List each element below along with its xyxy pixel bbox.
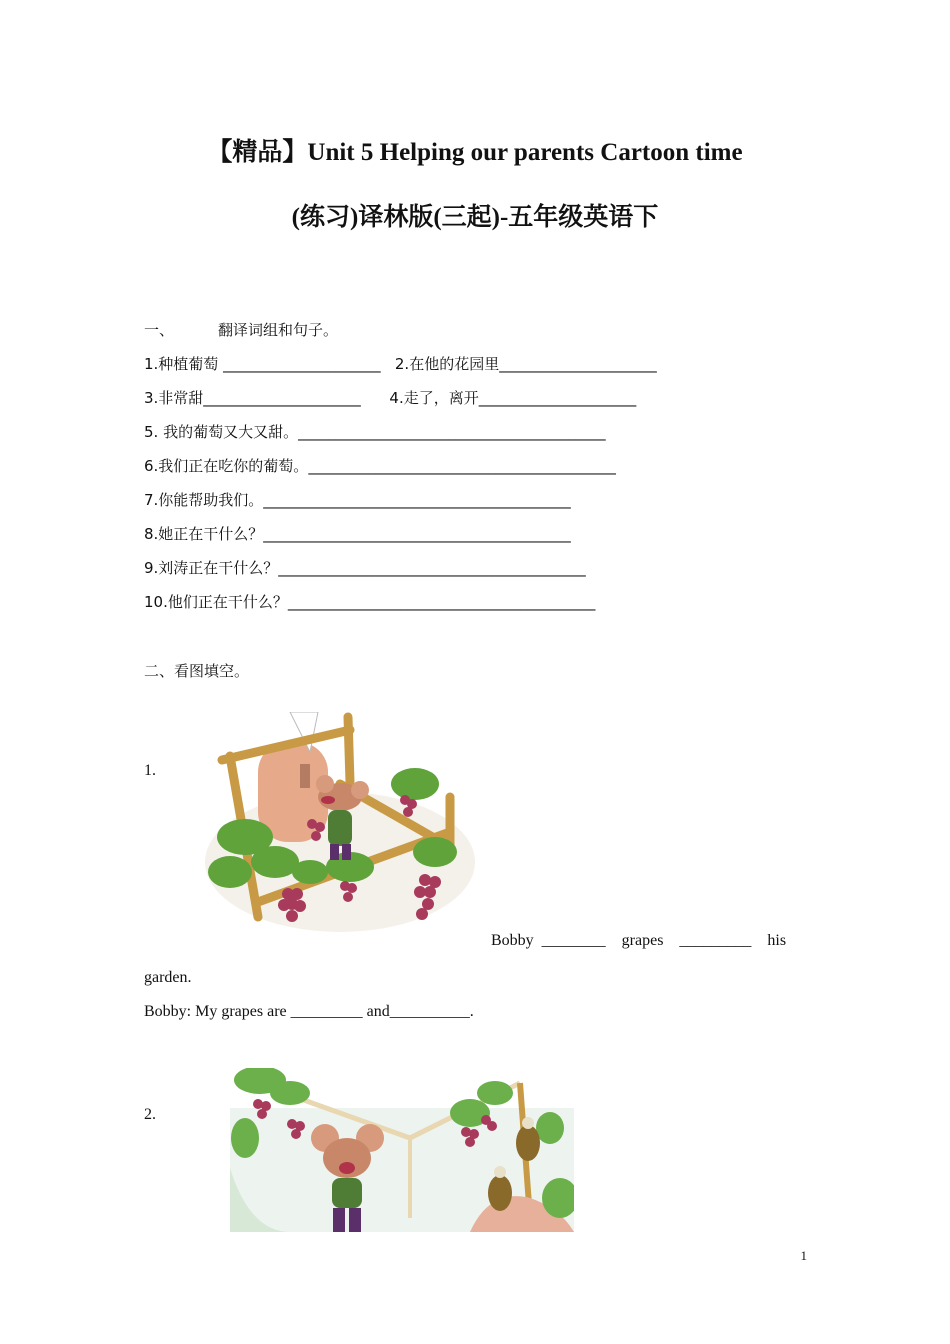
translation-item: 6.我们正在吃你的葡萄。_________________________________________ — [144, 457, 616, 475]
translation-item: 5. 我的葡萄又大又甜。_________________________________________ — [144, 423, 606, 441]
translation-item: 10.他们正在干什么？_________________________________________ — [144, 593, 596, 611]
title-line-1: 【精品】Unit 5 Helping our parents Cartoon time — [207, 139, 743, 166]
title-line-2: (练习)译林版(三起)-五年级英语下 — [291, 204, 659, 231]
section2-heading: 二、看图填空。 — [144, 662, 250, 680]
question-1-sentence-a: Bobby ________ grapes _________ his — [491, 932, 787, 949]
translation-item: 1.种植葡萄 _____________________ 2.在他的花园里_____________________ — [144, 355, 657, 373]
page-number: 1 — [800, 1248, 807, 1263]
question-1-sentence-c: Bobby: My grapes are _________ and__________. — [144, 1003, 474, 1020]
section1-heading-text: 翻译词组和句子。 — [218, 321, 339, 339]
bobby-beetles-illustration — [230, 1068, 574, 1232]
translation-item: 9.刘涛正在干什么？_________________________________________ — [144, 559, 586, 577]
cartoon-image-1 — [200, 712, 480, 934]
question-1-number: 1. — [144, 762, 156, 779]
translation-item: 8.她正在干什么？_________________________________________ — [144, 525, 571, 543]
section1-heading-num: 一、 — [144, 321, 175, 339]
question-2-number: 2. — [144, 1106, 156, 1123]
cartoon-image-2 — [230, 1068, 574, 1232]
section1-heading — [144, 319, 338, 340]
bobby-grapes-illustration — [200, 712, 480, 934]
translation-item: 7.你能帮助我们。_________________________________________ — [144, 491, 571, 509]
translation-item: 3.非常甜_____________________ 4.走了，离开_____________________ — [144, 389, 637, 407]
question-1-sentence-b: garden. — [144, 969, 192, 986]
